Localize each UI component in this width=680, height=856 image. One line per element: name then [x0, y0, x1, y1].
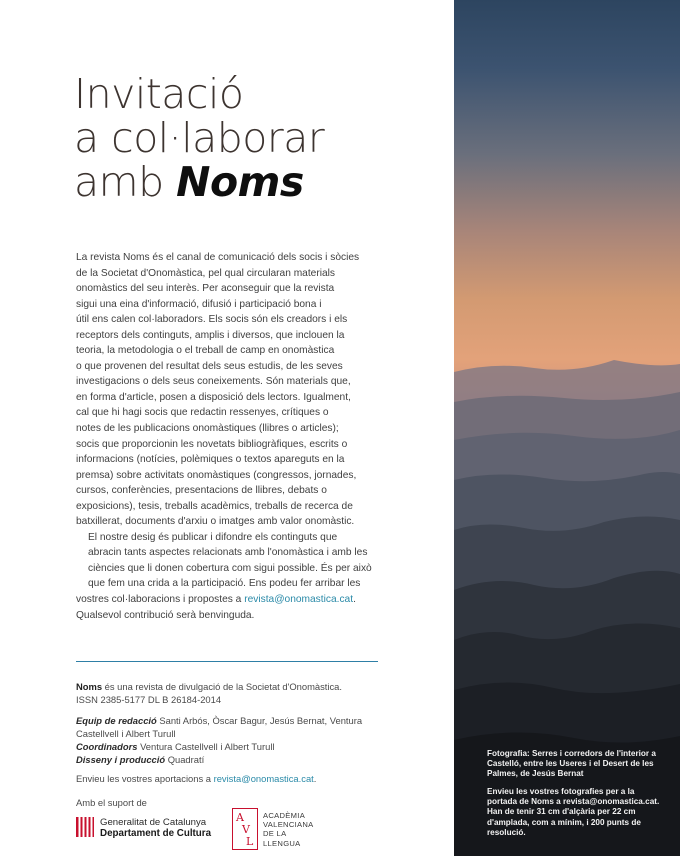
paragraph-2-line-5: [76, 592, 376, 608]
p1-line-1: La revista Noms és el canal de comunicació dels socis i sòcies: [76, 252, 360, 263]
p1-line-16: cursos, conferències, presentacions de llibres, debats o: [76, 485, 327, 497]
avl-letter-l: L: [246, 835, 254, 848]
sponsors-label: Amb el suport de: [76, 797, 147, 808]
caption-line-3: Palmes, de Jesús Bernat: [487, 769, 584, 779]
p1-line-3: onomàstics del seu interès. Per aconseguir que la revista: [76, 283, 335, 295]
p2-line-3: ciències que li donen cobertura com sigui possible. És per això: [88, 562, 372, 574]
avl-letter-v: V: [242, 823, 250, 836]
send-line-4: d'amplada, com a mínim, i 200 punts de: [487, 817, 641, 827]
redaccio-value-2: Castellvell i Albert Turull: [76, 728, 176, 740]
email-link[interactable]: revista@onomastica.cat: [244, 594, 354, 606]
gencat-logo-block: [76, 815, 226, 841]
colophon-desc-text: és una revista de divulgació de la Societat d'Onomàstica.: [102, 681, 342, 692]
p1-line-5: útil ens calen col·laboradors. Els socis són els creadors i els: [76, 314, 348, 326]
redaccio-value: Santi Arbós, Òscar Bagur, Jesús Bernat, Ventura: [156, 715, 363, 727]
send-line-5: resolució.: [487, 827, 526, 837]
divider-rule: [76, 661, 378, 662]
cover-photo: [454, 0, 680, 856]
p1-line-7: teoria, la metodologia o el treball de camp en onomàstica: [76, 345, 335, 357]
colophon-coord: [76, 741, 381, 754]
colophon-envieu: [76, 773, 381, 786]
send-line-3: Han de tenir 31 cm d'alçària per 22 cm: [487, 807, 636, 817]
p1-line-15: premsa) sobre activitats onomàstiques (congressos, jornades,: [76, 469, 357, 481]
p2-line-2: abracin tants aspectes relacionats amb l'onomàstica i amb les: [88, 547, 368, 559]
colophon-email-link[interactable]: revista@onomastica.cat: [213, 773, 314, 785]
p1-line-6: receptors dels continguts, amplis i diversos, que inclouen la: [76, 329, 345, 341]
coord-value: Ventura Castellvell i Albert Turull: [137, 740, 275, 752]
p1-line-8: o que provenen del resultat dels seus estudis, de les seves: [76, 360, 343, 372]
disseny-label: Disseny i producció: [76, 753, 166, 765]
title-line-3: [74, 160, 444, 204]
paragraph-2-last: Qualsevol contribució serà benvinguda.: [76, 609, 255, 621]
p1-line-13: socis que proporcionin les novetats bibliogràfiques, escrits o: [76, 438, 348, 450]
gencat-dept: Departament de Cultura: [100, 828, 212, 839]
avl-letter-a: A: [236, 811, 244, 824]
disseny-value: Quadratí: [165, 753, 205, 765]
p1-line-10: en forma d'article, posen a disposició dels lectors. Igualment,: [76, 391, 351, 403]
p1-line-18: batxillerat, documents d'arxiu o imatges amb valor onomàstic.: [76, 516, 355, 528]
body-text: [76, 250, 376, 623]
paragraph-2: [76, 530, 376, 592]
colophon-desc: [76, 681, 381, 694]
p1-line-9: investigacions o dels seus coneixements. Són materials que,: [76, 376, 351, 388]
p2-line5-prefix: vostres col·laboracions i propostes a: [76, 594, 245, 606]
gencat-logo-icon: [76, 817, 94, 837]
redaccio-label: Equip de redacció: [76, 715, 157, 727]
avl-line-2: VALENCIANA: [263, 820, 314, 830]
p2-line5-suffix: .: [353, 594, 356, 606]
p2-line-4: que fem una crida a la participació. Ens podeu fer arribar les: [88, 578, 361, 590]
caption-line-2: Castelló, entre les Useres i el Desert de les: [487, 759, 654, 769]
p1-line-12: notes de les publicacions onomàstiques (llibres o articles);: [76, 423, 339, 435]
colophon-noms: Noms: [76, 681, 103, 692]
gencat-name: Generalitat de Catalunya: [100, 817, 207, 828]
title-line-2: a col·laborar: [74, 114, 325, 162]
landscape-image: [454, 0, 680, 856]
caption-line-1: Fotografia: Serres i corredors de l'interior a: [487, 749, 656, 758]
title-noms: Noms: [176, 158, 304, 206]
p2-line-1: El nostre desig és publicar i difondre els continguts que: [88, 531, 338, 543]
title-line-3-plain: amb: [74, 158, 177, 206]
colophon-issn: ISSN 2385-5177 DL B 26184-2014: [76, 693, 222, 705]
avl-logo-icon: [232, 808, 258, 850]
avl-line-1: ACADÈMIA: [263, 811, 306, 820]
p1-line-17: exposicions), tesis, treballs acadèmics, treballs de recerca de: [76, 500, 353, 512]
avl-logo-block: [232, 808, 352, 850]
p1-line-2: de la Societat d'Onomàstica, pel qual circularan materials: [76, 267, 336, 279]
envieu-prefix: Envieu les vostres aportacions a: [76, 773, 214, 785]
avl-line-3: DE LA: [263, 829, 287, 839]
send-line-1: Envieu les vostres fotografies per a la: [487, 787, 635, 797]
colophon: [76, 681, 381, 786]
coord-label: Coordinadors: [76, 740, 138, 752]
send-line-2: portada de Noms a revista@onomastica.cat.: [487, 797, 660, 807]
photo-caption: [487, 749, 667, 838]
avl-line-4: LLENGUA: [263, 838, 301, 848]
avl-name: [263, 811, 314, 848]
paragraph-1: [76, 250, 376, 530]
p1-line-4: sigui una eina d'informació, difusió i participació bona i: [76, 298, 322, 310]
colophon-redaccio: [76, 715, 381, 728]
title-line-1: Invitació: [74, 70, 244, 118]
p1-line-14: informacions (notícies, polèmiques o textos apareguts en la: [76, 454, 345, 466]
colophon-disseny: [76, 754, 381, 767]
envieu-suffix: .: [313, 773, 317, 785]
p1-line-11: cal que hi hagi socis que redactin ressenyes, crítiques o: [76, 407, 329, 419]
page-title: [74, 72, 444, 204]
